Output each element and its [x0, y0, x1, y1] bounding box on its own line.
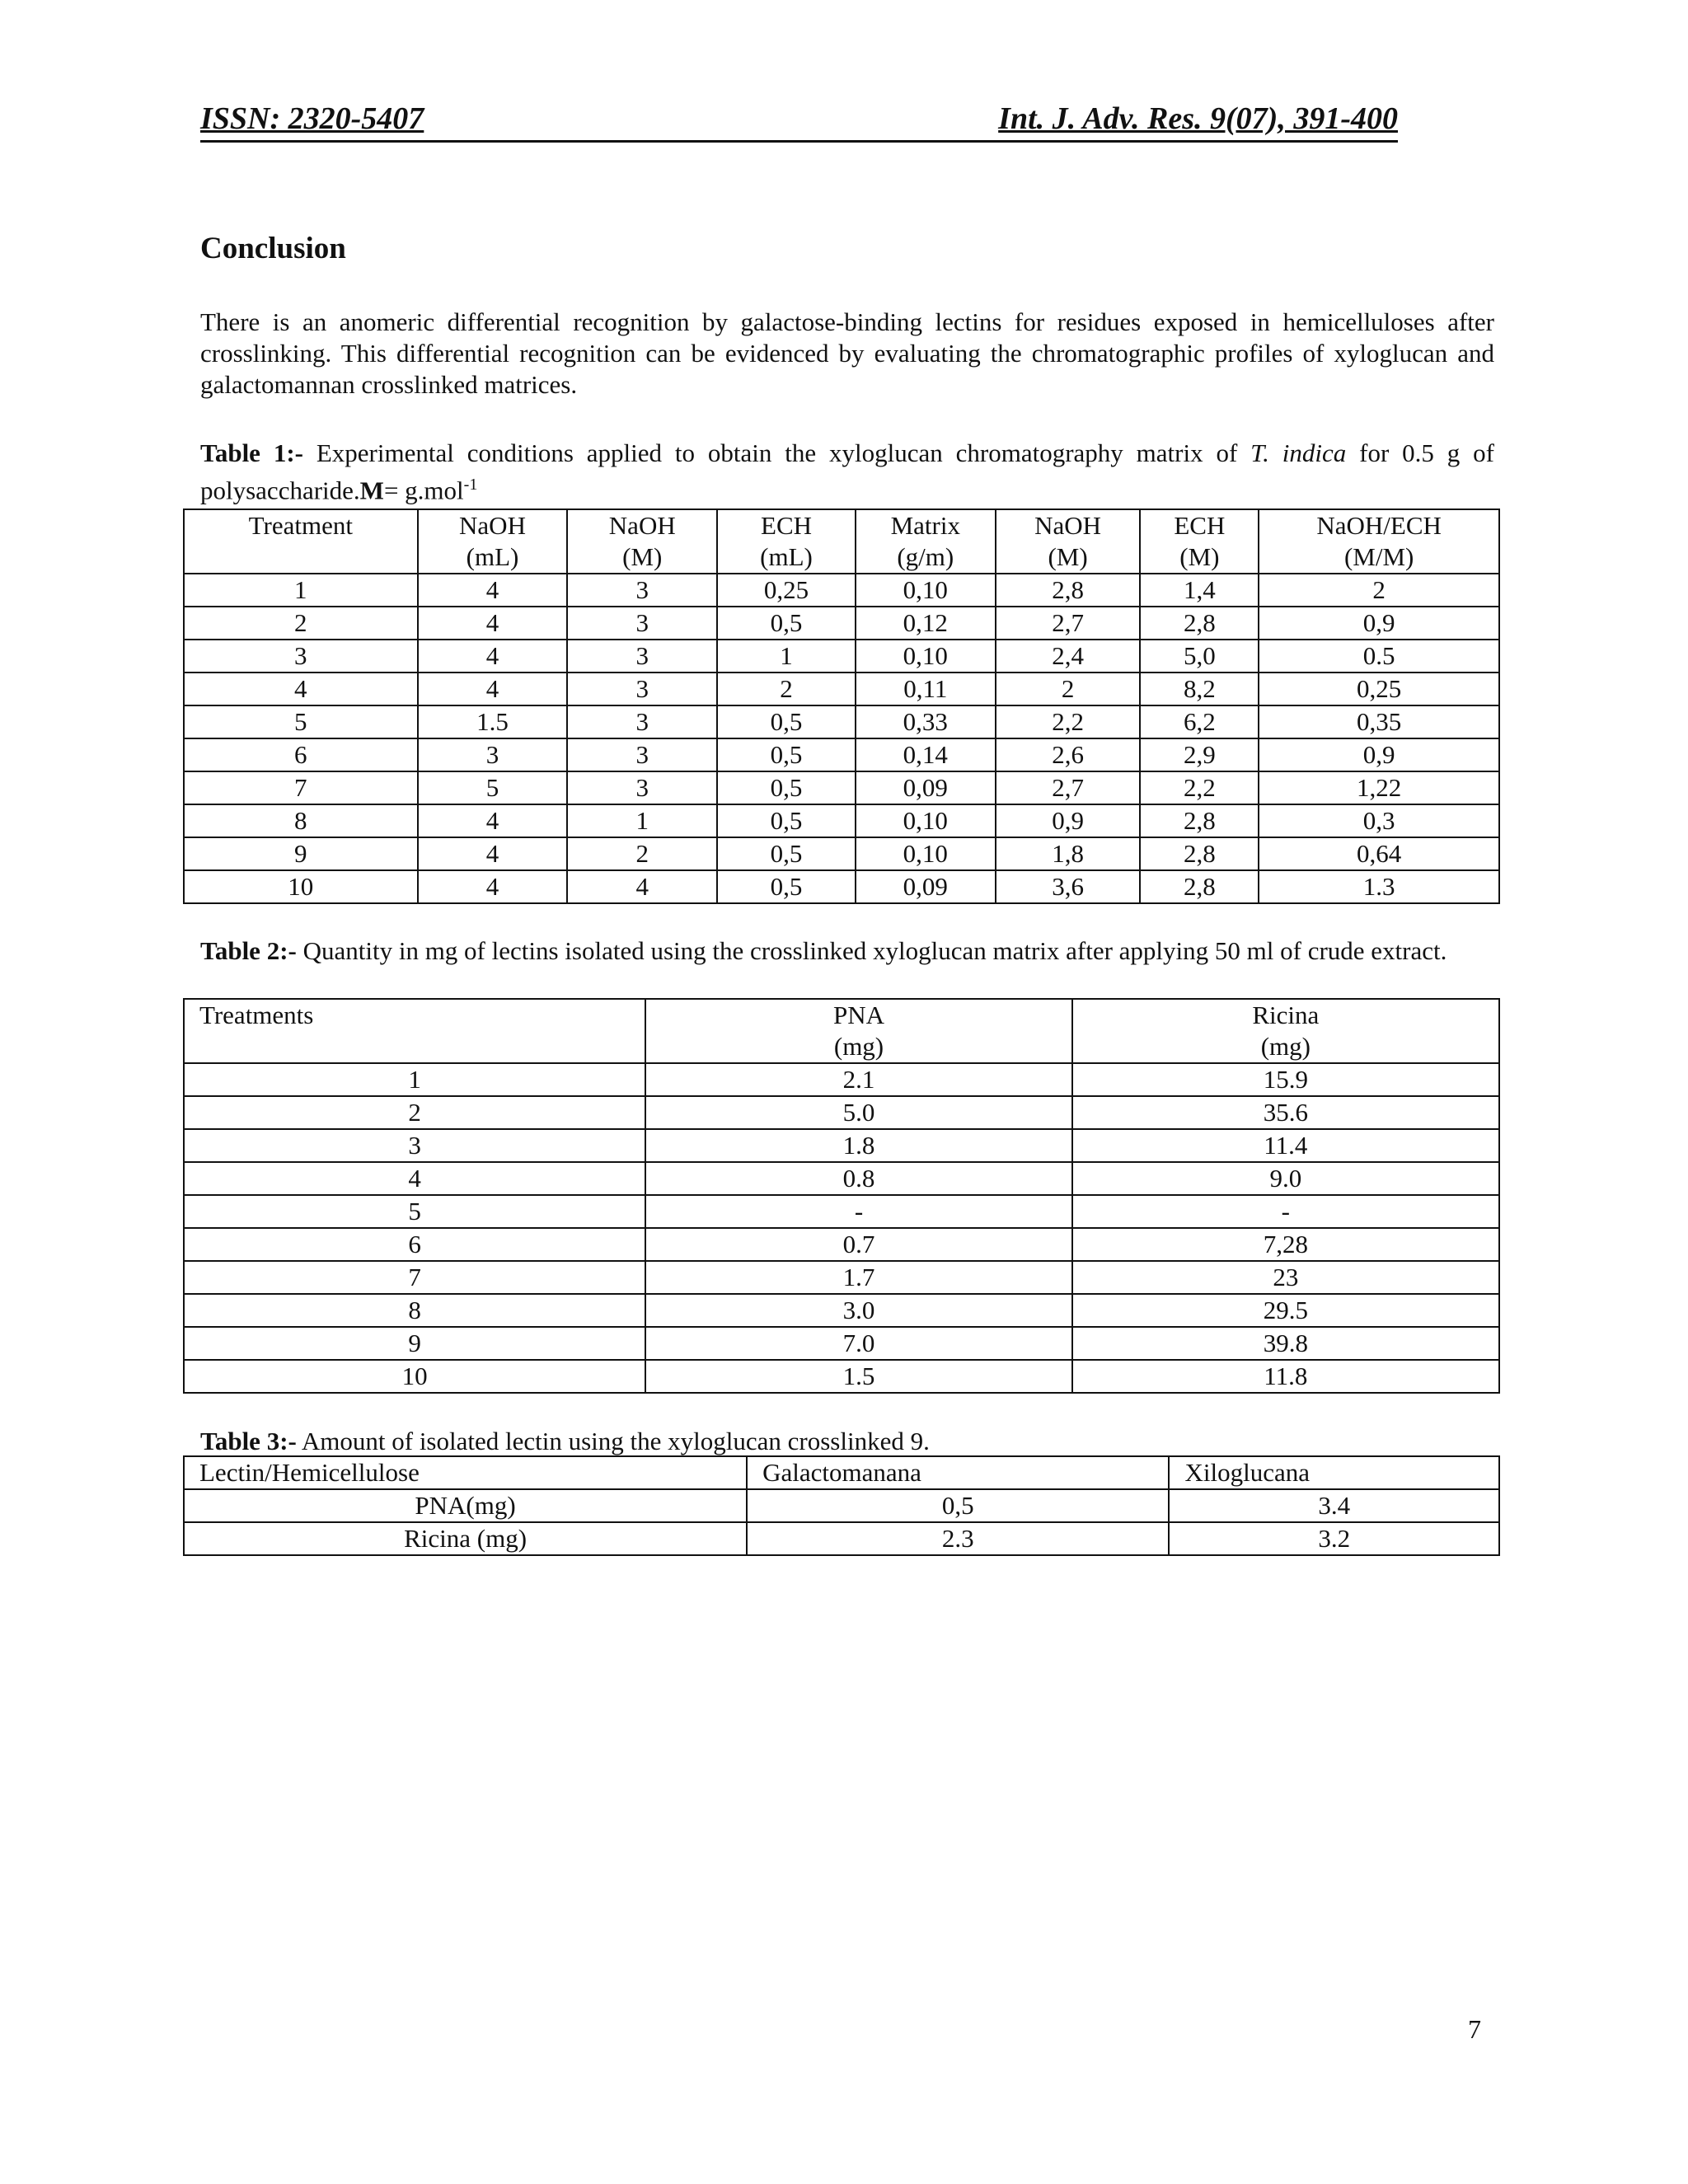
- page-number: 7: [1468, 2014, 1481, 2044]
- table1-header-line1: Matrix: [890, 511, 960, 540]
- table2-header-line2: (mg): [833, 1032, 884, 1061]
- table-cell: 0.8: [645, 1162, 1071, 1195]
- section-title-conclusion: Conclusion: [200, 232, 346, 265]
- table-cell: 2: [184, 607, 418, 640]
- table2-header-cell: [1072, 999, 1499, 1063]
- table-cell: 2,4: [996, 640, 1141, 673]
- table-cell: 2,8: [1140, 870, 1259, 903]
- table-cell: 6: [184, 1228, 645, 1261]
- table-cell: 1.5: [645, 1360, 1071, 1393]
- table-cell: 1,4: [1140, 574, 1259, 607]
- table-row: [184, 673, 1499, 705]
- table-row: [184, 837, 1499, 870]
- table-cell: 2,2: [1140, 771, 1259, 804]
- table-cell: 2,8: [1140, 804, 1259, 837]
- table1-header-cell: [1259, 509, 1499, 574]
- table-cell: 3: [418, 738, 568, 771]
- table-cell: 2,2: [996, 705, 1141, 738]
- table3-caption: [200, 1425, 1494, 1457]
- table-cell: 3: [184, 640, 418, 673]
- table-cell: 8: [184, 1294, 645, 1327]
- table-cell: 0,3: [1259, 804, 1499, 837]
- table-cell: 6,2: [1140, 705, 1259, 738]
- table-cell: 4: [418, 870, 568, 903]
- table-cell: 2: [996, 673, 1141, 705]
- table-cell: 0,10: [856, 804, 996, 837]
- table-cell: 35.6: [1072, 1096, 1499, 1129]
- table2-header-line1: Ricina: [1252, 1001, 1320, 1029]
- table-row: [184, 1261, 1499, 1294]
- table1: [183, 509, 1500, 904]
- table-cell: 5: [184, 1195, 645, 1228]
- table-cell: 9: [184, 837, 418, 870]
- table-cell: 0,10: [856, 574, 996, 607]
- table-cell: 39.8: [1072, 1327, 1499, 1360]
- table-cell: 7.0: [645, 1327, 1071, 1360]
- table-cell: 2,8: [1140, 607, 1259, 640]
- running-header: [200, 99, 1398, 143]
- table2-header-line1: PNA: [833, 1001, 885, 1029]
- table-cell: 0.5: [1259, 640, 1499, 673]
- table2-caption-text: Quantity in mg of lectins isolated using the crosslinked xyloglucan matrix after applying 50 ml of crude extract.: [296, 936, 1447, 965]
- table-cell: 11.4: [1072, 1129, 1499, 1162]
- table3-caption-label: Table 3:-: [200, 1427, 297, 1455]
- table-cell: 4: [567, 870, 717, 903]
- table-cell: 2,7: [996, 607, 1141, 640]
- table-row: [184, 640, 1499, 673]
- table1-caption-text-c: = g.mol: [383, 476, 464, 505]
- table-cell: 9: [184, 1327, 645, 1360]
- table-cell: 3: [184, 1129, 645, 1162]
- table2-header-line2: (mg): [1260, 1032, 1311, 1061]
- table1-header-line2: (M): [1048, 542, 1088, 571]
- table-cell: 0,09: [856, 771, 996, 804]
- table-cell: 2: [567, 837, 717, 870]
- table-cell: 0,5: [717, 771, 856, 804]
- table-cell: 5: [418, 771, 568, 804]
- table3-caption-text: Amount of isolated lectin using the xyloglucan crosslinked 9.: [296, 1427, 930, 1455]
- table-cell: 1: [717, 640, 856, 673]
- table-row: [184, 1327, 1499, 1360]
- table2-caption: [200, 935, 1494, 967]
- table-cell: 0,14: [856, 738, 996, 771]
- table3-header-row: [184, 1456, 1499, 1489]
- table-cell: 4: [418, 640, 568, 673]
- table1-header-line1: NaOH: [1034, 511, 1102, 540]
- table-row: [184, 1129, 1499, 1162]
- table-cell: 1.3: [1259, 870, 1499, 903]
- table-cell: 3: [567, 771, 717, 804]
- table-cell: 8,2: [1140, 673, 1259, 705]
- table-row: [184, 1489, 1499, 1522]
- table1-caption-sup: -1: [463, 476, 478, 494]
- table-cell: 0,9: [996, 804, 1141, 837]
- table-row: [184, 1360, 1499, 1393]
- table1-header-cell: [856, 509, 996, 574]
- table-cell: 0,5: [717, 705, 856, 738]
- table-cell: 0,33: [856, 705, 996, 738]
- table2-header-line1: Treatments: [199, 1001, 314, 1029]
- table-cell: 4: [418, 804, 568, 837]
- table1-header-cell: [184, 509, 418, 574]
- table-cell: 3: [567, 705, 717, 738]
- table-cell: 2.1: [645, 1063, 1071, 1096]
- table-row: [184, 1195, 1499, 1228]
- table2: [183, 998, 1500, 1394]
- table1-header-cell: [567, 509, 717, 574]
- table-cell: 4: [418, 607, 568, 640]
- table-cell: 0,5: [717, 738, 856, 771]
- table1-caption-species: T. indica: [1250, 438, 1347, 467]
- table-cell: 1,8: [996, 837, 1141, 870]
- table-cell: -: [1072, 1195, 1499, 1228]
- table-cell: 7: [184, 1261, 645, 1294]
- table-row: [184, 1096, 1499, 1129]
- table-cell: 7,28: [1072, 1228, 1499, 1261]
- table-row: [184, 738, 1499, 771]
- table1-header-line2: (M): [622, 542, 663, 571]
- table-cell: 1.7: [645, 1261, 1071, 1294]
- table-cell: 1: [567, 804, 717, 837]
- table-cell: 1: [184, 1063, 645, 1096]
- table1-header-cell: [418, 509, 568, 574]
- table2-caption-label: Table 2:-: [200, 936, 297, 965]
- table-row: [184, 705, 1499, 738]
- table-cell: 1.5: [418, 705, 568, 738]
- table2-header-row: [184, 999, 1499, 1063]
- table-row: [184, 607, 1499, 640]
- table3-header-cell: Galactomanana: [747, 1456, 1169, 1489]
- table-cell: 9.0: [1072, 1162, 1499, 1195]
- table-cell: 3: [567, 738, 717, 771]
- table1-caption-label: Table 1:-: [200, 438, 303, 467]
- table-cell: 5,0: [1140, 640, 1259, 673]
- table1-caption-text-a: Experimental conditions applied to obtain the xyloglucan chromatography matrix of: [302, 438, 1251, 467]
- table-cell: 15.9: [1072, 1063, 1499, 1096]
- table-row: [184, 804, 1499, 837]
- table-row: [184, 870, 1499, 903]
- table3-header-cell: Lectin/Hemicellulose: [184, 1456, 747, 1489]
- table1-header-line2: (mL): [466, 542, 519, 571]
- table-cell: 2: [184, 1096, 645, 1129]
- table-cell: 0,35: [1259, 705, 1499, 738]
- table-cell: 0,5: [717, 870, 856, 903]
- table-cell: 4: [418, 673, 568, 705]
- table-row: [184, 1294, 1499, 1327]
- table-cell: 0,11: [856, 673, 996, 705]
- table-cell: 0,09: [856, 870, 996, 903]
- table1-header-line1: NaOH/ECH: [1316, 511, 1442, 540]
- table1-caption: [200, 437, 1494, 506]
- table-cell: 2.3: [747, 1522, 1169, 1555]
- table-cell: 0,9: [1259, 607, 1499, 640]
- table1-header-cell: [1140, 509, 1259, 574]
- table-cell: 2,9: [1140, 738, 1259, 771]
- table-cell: 0.7: [645, 1228, 1071, 1261]
- table-cell: 2,6: [996, 738, 1141, 771]
- table-cell: 6: [184, 738, 418, 771]
- table-cell: 8: [184, 804, 418, 837]
- table-cell: 10: [184, 1360, 645, 1393]
- table-cell: 0,5: [717, 837, 856, 870]
- table-cell: 0,25: [1259, 673, 1499, 705]
- table-cell: 23: [1072, 1261, 1499, 1294]
- table-cell: 0,9: [1259, 738, 1499, 771]
- conclusion-paragraph: There is an anomeric differential recognition by galactose-binding lectins for residues exposed in hemicelluloses after crosslinking. This differential recognition can be evidenced by evaluating the chromatographic profiles of xyloglucan and galactomannan crosslinked matrices.: [200, 307, 1494, 399]
- table-cell: 4: [418, 574, 568, 607]
- table-cell: 2,8: [996, 574, 1141, 607]
- table1-header-line2: (g/m): [897, 542, 954, 571]
- table-cell: 5: [184, 705, 418, 738]
- table-row: [184, 574, 1499, 607]
- table-cell: 3: [567, 673, 717, 705]
- table-cell: 0,5: [717, 804, 856, 837]
- table-cell: 0,5: [747, 1489, 1169, 1522]
- table3: [183, 1455, 1500, 1556]
- table1-header-cell: [996, 509, 1141, 574]
- table-cell: 1: [184, 574, 418, 607]
- table1-header-row: [184, 509, 1499, 574]
- table-cell: 3.2: [1169, 1522, 1499, 1555]
- journal-citation: Int. J. Adv. Res. 9(07), 391-400: [998, 101, 1398, 136]
- table1-caption-m: M: [359, 476, 384, 505]
- table1-header-line1: ECH: [761, 511, 813, 540]
- table1-header-cell: [717, 509, 856, 574]
- table-cell: 0,10: [856, 640, 996, 673]
- table-cell: 0,25: [717, 574, 856, 607]
- table-cell: 2,8: [1140, 837, 1259, 870]
- table1-header-line2: (M/M): [1343, 542, 1414, 571]
- table-cell: 0,10: [856, 837, 996, 870]
- table-row: [184, 771, 1499, 804]
- table-cell: 3.0: [645, 1294, 1071, 1327]
- table-cell: 0,5: [717, 607, 856, 640]
- table-cell: 3: [567, 640, 717, 673]
- issn-label: ISSN: 2320-5407: [200, 101, 424, 136]
- table-cell: 4: [184, 673, 418, 705]
- table-row: [184, 1063, 1499, 1096]
- table-cell: 1.8: [645, 1129, 1071, 1162]
- table-cell: 5.0: [645, 1096, 1071, 1129]
- table1-header-line2: (mL): [760, 542, 813, 571]
- table-cell: 3.4: [1169, 1489, 1499, 1522]
- table1-caption-text-b: for 0.5 g of polysaccharide.: [200, 438, 1494, 505]
- table-cell: 2: [1259, 574, 1499, 607]
- table-cell: 29.5: [1072, 1294, 1499, 1327]
- table-cell: Ricina (mg): [184, 1522, 747, 1555]
- table2-header-cell: [645, 999, 1071, 1063]
- table-cell: 2,7: [996, 771, 1141, 804]
- table-cell: 3: [567, 607, 717, 640]
- table1-header-line2: (M): [1179, 542, 1220, 571]
- table-cell: PNA(mg): [184, 1489, 747, 1522]
- table-cell: 11.8: [1072, 1360, 1499, 1393]
- table-cell: 2: [717, 673, 856, 705]
- table1-header-line1: NaOH: [608, 511, 676, 540]
- table2-header-cell: [184, 999, 645, 1063]
- table1-header-line1: ECH: [1174, 511, 1226, 540]
- table-cell: 4: [184, 1162, 645, 1195]
- table-cell: 10: [184, 870, 418, 903]
- table-cell: 3,6: [996, 870, 1141, 903]
- table-cell: 0,64: [1259, 837, 1499, 870]
- table3-header-cell: Xiloglucana: [1169, 1456, 1499, 1489]
- table1-header-line1: Treatment: [248, 511, 353, 540]
- table-row: [184, 1162, 1499, 1195]
- table-row: [184, 1522, 1499, 1555]
- table-row: [184, 1228, 1499, 1261]
- table-cell: -: [645, 1195, 1071, 1228]
- table-cell: 0,12: [856, 607, 996, 640]
- table-cell: 4: [418, 837, 568, 870]
- table-cell: 7: [184, 771, 418, 804]
- table1-header-line1: NaOH: [459, 511, 526, 540]
- table-cell: 3: [567, 574, 717, 607]
- table-cell: 1,22: [1259, 771, 1499, 804]
